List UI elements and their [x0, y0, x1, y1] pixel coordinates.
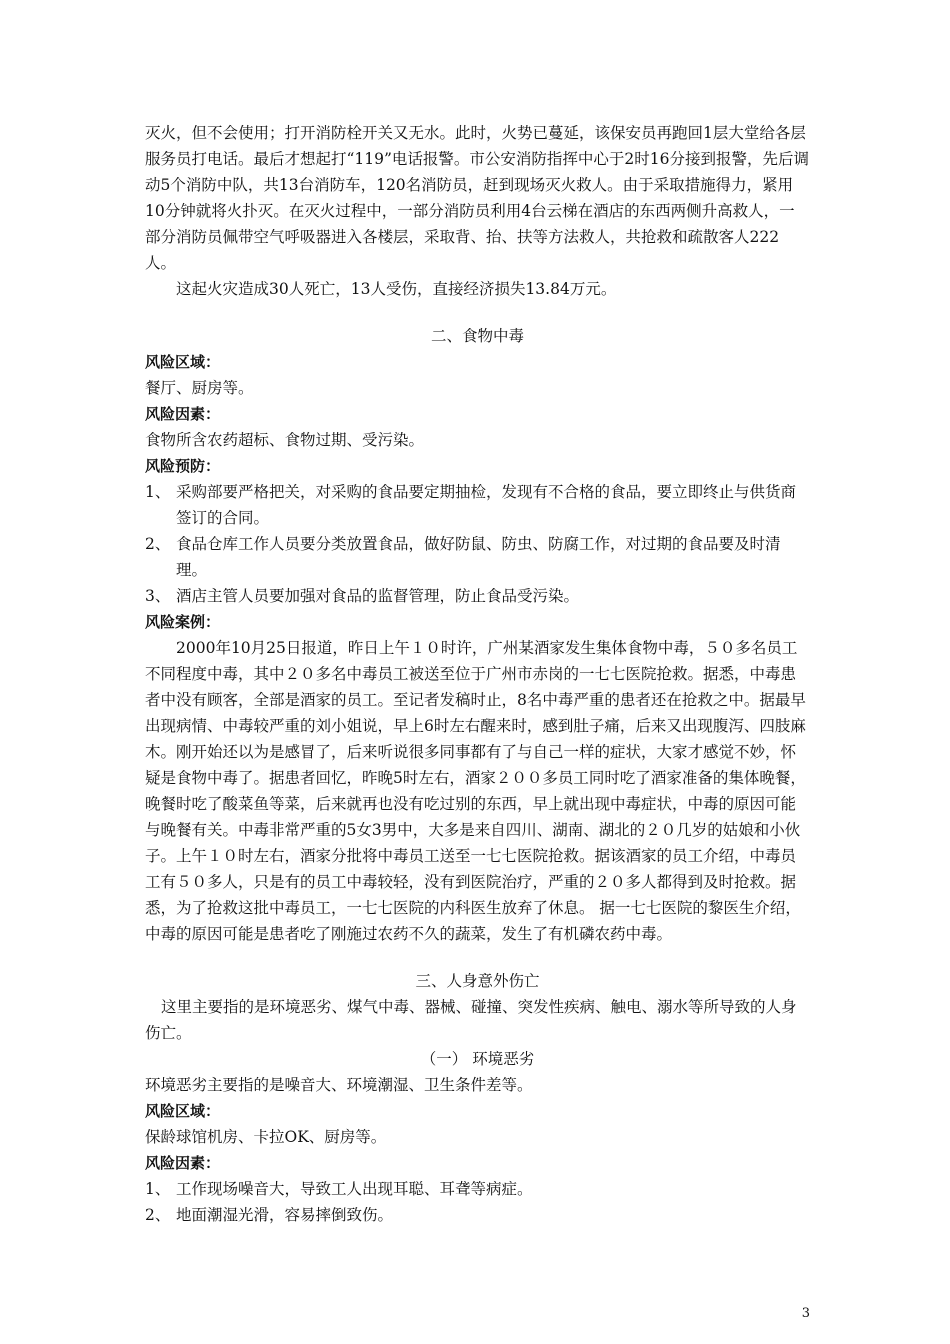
- food-prevent-label: 风险预防：: [145, 457, 221, 475]
- injury-area-label: 风险区域：: [145, 1102, 221, 1120]
- food-factor-text: 食物所含农药超标、食物过期、受污染。: [145, 431, 425, 449]
- list-item-number: 2、: [145, 1206, 171, 1224]
- food-area-text: 餐厅、厨房等。: [145, 379, 254, 397]
- list-item-text: 采购部要严格把关，对采购的食品要定期抽检，发现有不合格的食品，要立即终止与供货商签订的合同。: [176, 483, 797, 527]
- fire-case-summary: 这起火灾造成30人死亡，13人受伤，直接经济损失13.84万元。: [176, 280, 617, 298]
- list-item-text: 工作现场噪音大，导致工人出现耳聪、耳聋等病症。: [176, 1180, 533, 1198]
- food-factor-label: 风险因素：: [145, 405, 221, 423]
- food-case-text: 2000年10月25日报道，昨日上午１０时许，广州某酒家发生集体食物中毒，５０多名员工不同程度中毒，其中２０多名中毒员工被送至位于广州市赤岗的一七七医院抢救。据悉，中毒患者中没有顾客，全部是酒家的员工。至记者发稿时止，8名中毒严重的患者还在抢救之中。据最早出现病情、中毒较严重的刘小姐说，早上6时左右醒来时，感到肚子痛，后来又出现腹泻、四肢麻木。刚开始还以为是感冒了，后来听说很多同事都有了与自己一样的症状，大家才感觉不妙，怀疑是食物中毒了。据患者回忆，昨晚5时左右，酒家２００多员工同时吃了酒家准备的集体晚餐，晚餐时吃了酸菜鱼等菜，后来就再也没有吃过别的东西，早上就出现中毒症状，中毒的原因可能与晚餐有关。中毒非常严重的5女3男中，大多是来自四川、湖南、湖北的２０几岁的姑娘和小伙子。上午１０时左右，酒家分批将中毒员工送至一七七医院抢救。据该酒家的员工介绍，中毒员工有５０多人，只是有的员工中毒较轻，没有到医院治疗，严重的２０多人都得到及时抢救。据悉，为了抢救这批中毒员工，一七七医院的内科医生放弃了休息。 据一七七医院的黎医生介绍，中毒的原因可能是患者吃了刚施过农药不久的蔬菜，发生了有机磷农药中毒。: [145, 639, 806, 943]
- list-item-number: 3、: [145, 587, 171, 605]
- injury-sub-intro: 环境恶劣主要指的是噪音大、环境潮湿、卫生条件差等。: [145, 1076, 533, 1094]
- list-item: [145, 1176, 810, 1202]
- list-item-number: 2、: [145, 535, 171, 553]
- list-item: [145, 479, 810, 531]
- list-item: [145, 1202, 810, 1228]
- section-heading-personal-injury: 三、人身意外伤亡: [415, 972, 540, 990]
- document-body: [145, 120, 810, 1228]
- fire-case-paragraph: 灭火，但不会使用；打开消防栓开关又无水。此时，火势已蔓延，该保安员再跑回1层大堂给各层服务员打电话。最后才想起打“119”电话报警。市公安消防指挥中心于2时16分接到报警，先后调动5个消防中队，共13台消防车，120名消防员，赶到现场灭火救人。由于采取措施得力，紧用10分钟就将火扑灭。在灭火过程中，一部分消防员利用4台云梯在酒店的东西两侧升高救人，一部分消防员佩带空气呼吸器进入各楼层，采取背、抬、扶等方法救人，共抢救和疏散客人222人。: [145, 124, 810, 272]
- list-item-number: 1、: [145, 1180, 171, 1198]
- list-item: [145, 531, 810, 583]
- section-heading-food-poisoning: 二、食物中毒: [430, 327, 524, 345]
- injury-factor-label: 风险因素：: [145, 1154, 221, 1172]
- food-case-label: 风险案例：: [145, 613, 221, 631]
- list-item-text: 食品仓库工作人员要分类放置食品，做好防鼠、防虫、防腐工作，对过期的食品要及时清理。: [176, 535, 781, 579]
- page-number: 3: [801, 1306, 810, 1321]
- injury-area-text: 保龄球馆机房、卡拉OK、厨房等。: [145, 1128, 387, 1146]
- list-item-number: 1、: [145, 483, 171, 501]
- injury-intro: 这里主要指的是环境恶劣、煤气中毒、器械、碰撞、突发性疾病、触电、溺水等所导致的人身伤亡。: [145, 998, 797, 1042]
- list-item: [145, 583, 810, 609]
- subsection-heading: （一） 环境恶劣: [420, 1050, 535, 1068]
- list-item-text: 酒店主管人员要加强对食品的监督管理，防止食品受污染。: [176, 587, 580, 605]
- list-item-text: 地面潮湿光滑，容易摔倒致伤。: [176, 1206, 394, 1224]
- food-area-label: 风险区域：: [145, 353, 221, 371]
